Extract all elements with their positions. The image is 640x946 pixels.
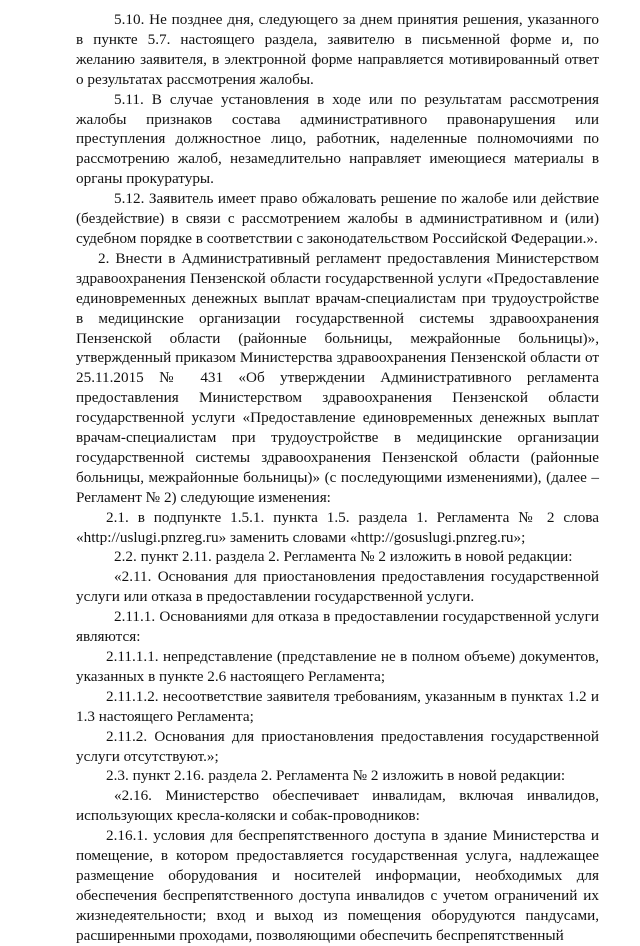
paragraph-2: 2. Внести в Административный регламент предоставления Министерством здравоохранения Пензенской области государственной услуги «Предоставление единовременных денежных выплат врачам-специалистам при трудоустройстве в медицинские организации государственной системы здравоохранения Пензенской области (районные больницы, межрайонные больницы)», утвержденный приказом Министерства здравоохранения Пензенской области от 25.11.2015 № 431 «Об утверждении Административного регламента предоставления Министерством здравоохранения Пензенской области государственной услуги «Предоставление единовременных денежных выплат врачам-специалистам при трудоустройстве в медицинские организации государственной системы здравоохранения Пензенской области (районные больницы, межрайонные больницы)» (с последующими изменениями), (далее – Регламент № 2) следующие изменения: — [76, 249, 599, 506]
paragraph-2-16: «2.16. Министерство обеспечивает инвалидам, включая инвалидов, использующих кресла-коляски и собак-проводников: — [76, 787, 599, 825]
paragraph-2-11: «2.11. Основания для приостановления предоставления государственной услуги или отказа в предоставлении государственной услуги. — [76, 568, 599, 606]
paragraph-5-11: 5.11. В случае установления в ходе или по результатам рассмотрения жалобы признаков состава административного правонарушения или преступления должностное лицо, работник, наделенные полномочиями по рассмотрению жалоб, незамедлительно направляет имеющиеся материалы в органы прокуратуры. — [76, 90, 599, 188]
paragraph-2-11-1: 2.11.1. Основаниями для отказа в предоставлении государственной услуги являются: — [76, 608, 599, 646]
paragraph-2-1: 2.1. в подпункте 1.5.1. пункта 1.5. раздела 1. Регламента № 2 слова «http://uslugi.pnzreg.ru» заменить словами «http://gosuslugi.pnzreg.ru»; — [76, 508, 599, 546]
paragraph-5-12: 5.12. Заявитель имеет право обжаловать решение по жалобе или действие (бездействие) в связи с рассмотрением жалобы в административном и (или) судебном порядке в соответствии с законодательством Российской Федерации.». — [76, 190, 599, 247]
paragraph-2-16-1: 2.16.1. условия для беспрепятственного доступа в здание Министерства и помещение, в котором предоставляется государственная услуга, надлежащее размещение оборудования и носителей информации, необходимых для обеспечения беспрепятственного доступа инвалидов с учетом ограничений их жизнедеятельности; вход и выход из помещения оборудуются пандусами, расширенными проходами, позволяющими обеспечить беспрепятственный — [76, 827, 599, 944]
paragraph-2-11-2: 2.11.2. Основания для приостановления предоставления государственной услуги отсутствуют.»; — [76, 727, 599, 765]
paragraph-2-2: 2.2. пункт 2.11. раздела 2. Регламента № 2 изложить в новой редакции: — [114, 548, 573, 566]
document-page — [76, 10, 599, 946]
paragraph-2-3: 2.3. пункт 2.16. раздела 2. Регламента № 2 изложить в новой редакции: — [106, 767, 566, 785]
paragraph-2-11-1-2: 2.11.1.2. несоответствие заявителя требованиям, указанным в пунктах 1.2 и 1.3 настоящего Регламента; — [76, 687, 599, 725]
paragraph-5-10: 5.10. Не позднее дня, следующего за днем принятия решения, указанного в пункте 5.7. настоящего раздела, заявителю в письменной форме и, по желанию заявителя, в электронной форме направляется мотивированный ответ о результатах рассмотрения жалобы. — [76, 11, 599, 88]
paragraph-2-11-1-1: 2.11.1.1. непредставление (представление не в полном объеме) документов, указанных в пункте 2.6 настоящего Регламента; — [76, 648, 599, 685]
